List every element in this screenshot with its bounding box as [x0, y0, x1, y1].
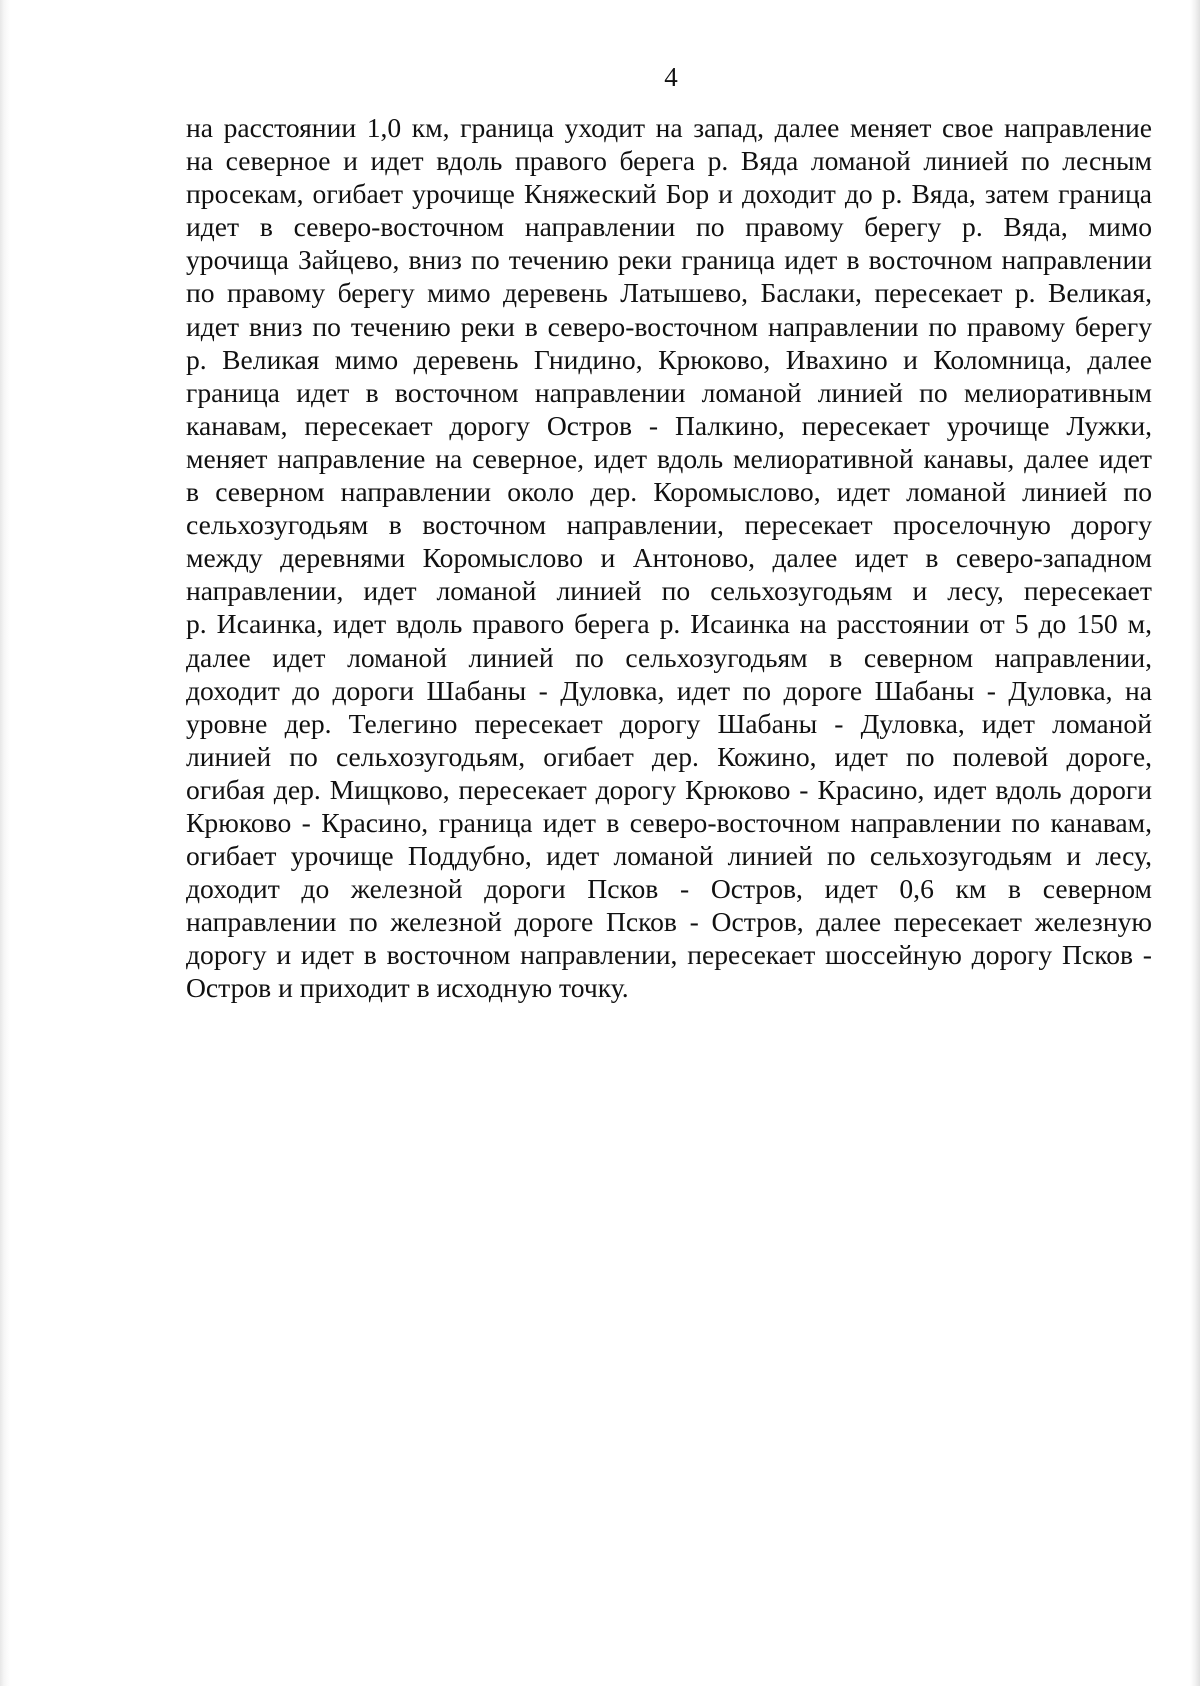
- text-line: по правому берегу мимо деревень Латышево, Баслаки, пересекает р. Великая,: [186, 277, 1152, 309]
- text-line: направлении, идет ломаной линией по сельхозугодьям и лесу, пересекает: [186, 575, 1152, 607]
- text-line: между деревнями Коромыслово и Антоново, далее идет в северо-западном: [186, 542, 1152, 574]
- text-line: идет вниз по течению реки в северо-восточном направлении по правому берегу: [186, 310, 1152, 342]
- text-line: сельхозугодьям в восточном направлении, пересекает проселочную дорогу: [186, 509, 1152, 541]
- scan-edge-left: [0, 0, 10, 1686]
- text-line: на расстоянии 1,0 км, граница уходит на запад, далее меняет свое направление: [186, 112, 1152, 143]
- text-line: Остров и приходит в исходную точку.: [186, 972, 629, 1004]
- text-line: огибает урочище Поддубно, идет ломаной линией по сельхозугодьям и лесу,: [186, 840, 1152, 872]
- text-line: Крюково - Красино, граница идет в северо-восточном направлении по канавам,: [186, 806, 1152, 838]
- text-line: идет в северо-восточном направлении по правому берегу р. Вяда, мимо: [186, 211, 1152, 243]
- text-line: на северное и идет вдоль правого берега р. Вяда ломаной линией по лесным: [186, 145, 1152, 177]
- text-line: дорогу и идет в восточном направлении, пересекает шоссейную дорогу Псков -: [186, 939, 1152, 971]
- text-line: канавам, пересекает дорогу Остров - Палкино, пересекает урочище Лужки,: [186, 409, 1152, 441]
- text-line: линией по сельхозугодьям, огибает дер. Кожино, идет по полевой дороге,: [186, 740, 1152, 772]
- text-line: граница идет в восточном направлении ломаной линией по мелиоративным: [186, 376, 1152, 408]
- text-line: просекам, огибает урочище Княжеский Бор и доходит до р. Вяда, затем граница: [186, 178, 1152, 210]
- body-paragraph: [186, 111, 1152, 1005]
- page-number: 4: [664, 62, 678, 92]
- text-line: уровне дер. Телегино пересекает дорогу Шабаны - Дуловка, идет ломаной: [186, 707, 1152, 739]
- text-line: далее идет ломаной линией по сельхозугодьям в северном направлении,: [186, 641, 1152, 673]
- text-line: огибая дер. Мищково, пересекает дорогу Крюково - Красино, идет вдоль дороги: [186, 773, 1152, 805]
- text-line: урочища Зайцево, вниз по течению реки граница идет в восточном направлении: [186, 244, 1152, 276]
- text-line: доходит до дороги Шабаны - Дуловка, идет по дороге Шабаны - Дуловка, на: [186, 674, 1152, 706]
- text-line: в северном направлении около дер. Коромыслово, идет ломаной линией по: [186, 476, 1152, 508]
- text-line: р. Великая мимо деревень Гнидино, Крюково, Ивахино и Коломница, далее: [186, 343, 1152, 375]
- scan-edge-right: [1190, 0, 1200, 1686]
- text-line: меняет направление на северное, идет вдоль мелиоративной канавы, далее идет: [186, 442, 1152, 474]
- text-line: доходит до железной дороги Псков - Остров, идет 0,6 км в северном: [186, 873, 1152, 905]
- text-line: направлении по железной дороге Псков - Остров, далее пересекает железную: [186, 906, 1152, 938]
- text-line: р. Исаинка, идет вдоль правого берега р. Исаинка на расстоянии от 5 до 150 м,: [186, 608, 1152, 640]
